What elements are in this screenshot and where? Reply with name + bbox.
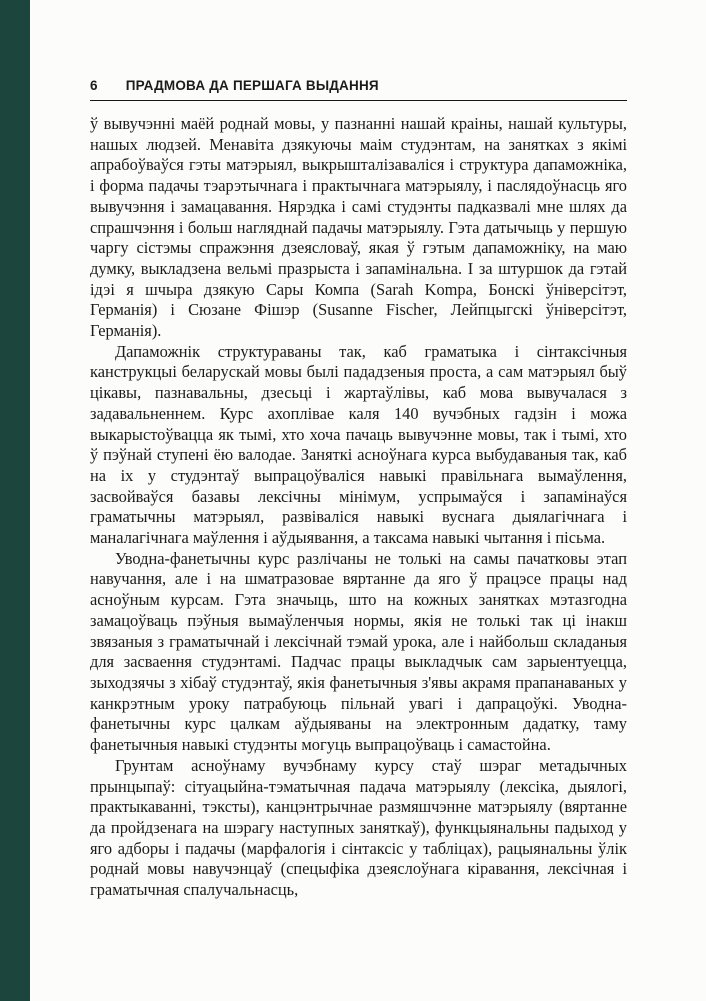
paragraph: Грунтам асноўнаму вучэбнаму курсу стаў шэраг метадычных прынцыпаў: сітуацыйна-тэматычная падача матэрыялу (лексіка, дыялогі, практыкаванні, тэксты), канцэнтрычнае размяшчэнне матэрыялу (вяртанне да пройдзенага на шэрагу наступных заняткаў), функцыянальны падыход у яго адборы і падачы (марфалогія і сінтаксіс у табліцах), рацыянальны ўлік роднай мовы навучэнцаў (спецыфіка дзеяслоўнага кіравання, лексічная і граматычная спалучальнасць,: [90, 755, 627, 900]
page-body: [90, 114, 627, 901]
paragraph: Дапаможнік структураваны так, каб граматыка і сінтаксічныя канструкцыі беларускай мовы былі пададзеныя проста, а сам матэрыял быў цікавы, пазнавальны, дзесьці і жартаўлівы, каб мова вывучалася з задавальненнем. Курс ахоплівае каля 140 вучэбных гадзін і можа выкарыстоўвацца як тымі, хто хоча пачаць вывучэнне мовы, так і тымі, хто ў пэўнай ступені ёю валодае. Заняткі асноўнага курса выбудаваныя так, каб на іх у студэнтаў выпрацоўваліся навыкі правільнага вымаўлення, засвойваўся базавы лексічны мінімум, успрымаўся і запамінаўся граматычны матэрыял, развіваліся навыкі вуснага дыялагічнага і маналагічнага маўлення і аўдыявання, а таксама навыкі чытання і пісьма.: [90, 341, 627, 548]
page-header: [90, 78, 627, 93]
header-rule: [90, 100, 627, 101]
book-page: [90, 78, 627, 901]
paragraph: Уводна-фанетычны курс разлічаны не толькі на самы пачатковы этап навучання, але і на шматразовае вяртанне да яго ў працэсе працы над асноўным курсам. Гэта значыць, што на кожных занятках мэтазгодна замацоўваць пэўныя вымаўленчыя нормы, якія не толькі так ці інакш звязаныя з граматычнай і лексічнай тэмай урока, але і найбольш складаныя для засваення студэнтамі. Падчас працы выкладчык сам зарыентуецца, зыходзячы з хібаў студэнтаў, якія фанетычныя з'явы акрамя прапанаваных у канкрэтным уроку патрабуюць пільнай увагі і дапрацоўкі. Уводна-фанетычны курс цалкам аўдыяваны на электронным дадатку, таму фанетычныя навыкі студэнты могуць выпрацоўваць і самастойна.: [90, 548, 627, 755]
paragraph: ў вывучэнні маёй роднай мовы, у пазнанні нашай краіны, нашай культуры, нашых людзей. Менавіта дзякуючы маім студэнтам, на занятках з якімі апрабоўваўся гэты матэрыял, выкрышталізаваліся і структура дапаможніка, і форма падачы тэарэтычнага і практычнага матэрыялу, і паслядоўнасць яго вывучэння і замацавання. Нярэдка і самі студэнты падказвалі мне шлях да спрашчэння і больш нагляднай падачы матэрыялу. Гэта датычыць у першую чаргу сістэмы спражэння дзеясловаў, якая ў гэтым дапаможніку, на маю думку, выкладзена вельмі празрыста і запамінальна. І за штуршок да гэтай ідэі я шчыра дзякую Сары Компа (Sarah Kompa, Бонскі ўніверсітэт, Германія) і Сюзане Фішэр (Susanne Fischer, Лейпцыгскі ўніверсітэт, Германія).: [90, 114, 627, 341]
running-head-title: ПРАДМОВА ДА ПЕРШАГА ВЫДАННЯ: [125, 78, 379, 93]
scan-edge-strip: [0, 0, 30, 1001]
page-number: 6: [90, 78, 98, 93]
